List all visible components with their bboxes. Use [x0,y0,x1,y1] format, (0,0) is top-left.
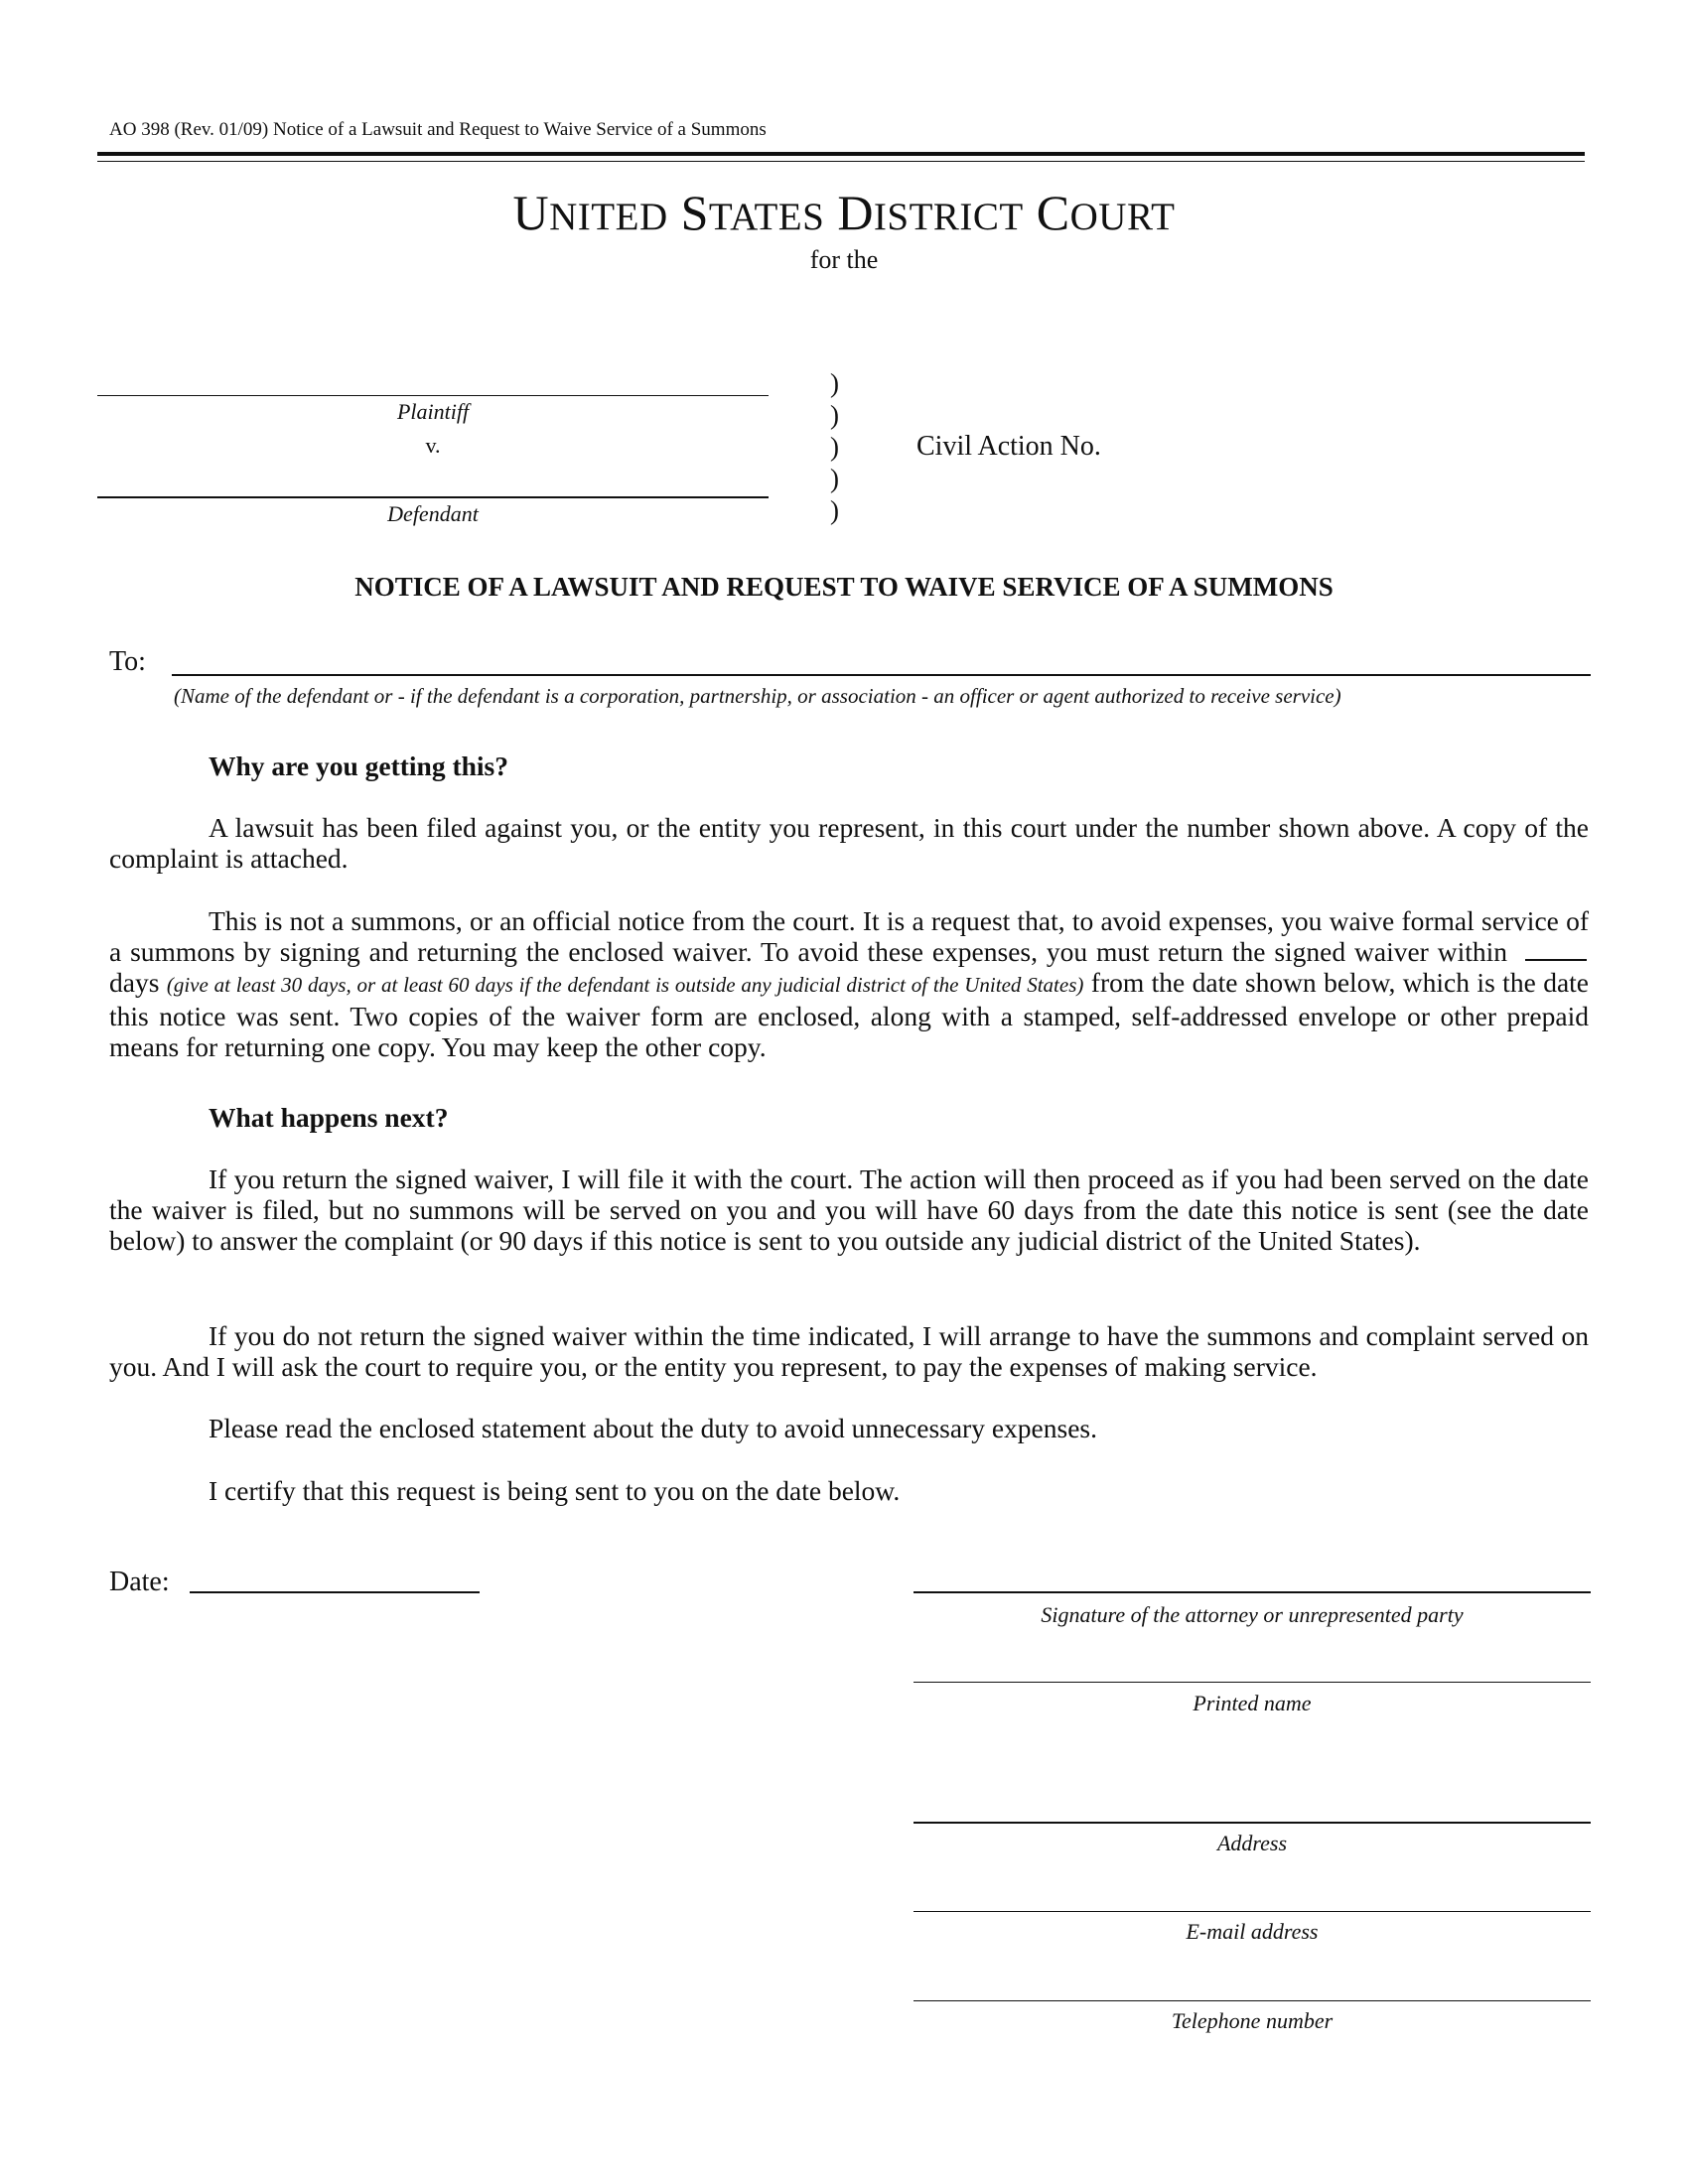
caption-paren: ) [830,400,839,430]
to-field[interactable] [172,674,1591,676]
caption-paren: ) [830,495,839,525]
defendant-label: Defendant [387,501,479,526]
civil-action-label: Civil Action No. [916,431,1101,462]
header-rule-thick [97,152,1585,156]
signature-field[interactable] [914,1591,1591,1593]
to-field-hint: (Name of the defendant or - if the defendant is a corporation, partnership, or association - an officer or agent authorized to receive service) [174,684,1341,708]
date-label: Date: [109,1567,170,1597]
form-identifier: AO 398 (Rev. 01/09) Notice of a Lawsuit and Request to Waive Service of a Summons [109,119,767,140]
paragraph-lawsuit-filed: A lawsuit has been filed against you, or the entity you represent, in this court under the number shown above. A copy of the complaint is attached. [109,812,1589,874]
paragraph-read-statement: Please read the enclosed statement about the duty to avoid unnecessary expenses. [209,1413,1097,1443]
printed-name-field[interactable] [914,1682,1591,1683]
printed-name-label: Printed name [1193,1691,1312,1715]
plaintiff-field[interactable] [97,395,769,396]
versus-label: v. [425,433,441,458]
defendant-field[interactable] [97,496,769,498]
plaintiff-label: Plaintiff [396,399,470,424]
email-label: E-mail address [1186,1919,1319,1944]
heading-why: Why are you getting this? [209,751,509,781]
caption-paren: ) [830,432,839,462]
court-title: UNITED STATES DISTRICT COURT [512,185,1176,240]
signature-label: Signature of the attorney or unrepresented party [1041,1602,1464,1627]
paragraph-certify: I certify that this request is being sent to you on the date below. [209,1475,901,1506]
heading-next: What happens next? [209,1102,449,1133]
days-field[interactable] [1525,937,1587,961]
paragraph-not-summons: This is not a summons, or an official notice from the court. It is a request that, to avoid expenses, you waive formal service of a summons by signing and returning the enclosed waiver. To avoid these expenses, you must return the signed waiver withindays (give at least 30 days, or at least 60 days if the defendant is outside any judicial district of the United States) from the date shown below, which is the date this notice was sent. Two copies of the waiver form are enclosed, along with a stamped, self-addressed envelope or other prepaid means for returning one copy. You may keep the other copy. [109,905,1589,1062]
telephone-field[interactable] [914,2000,1591,2001]
address-label: Address [1216,1831,1288,1855]
caption-paren: ) [830,368,839,398]
email-field[interactable] [914,1911,1591,1912]
address-field[interactable] [914,1822,1591,1824]
paragraph-not-returned: If you do not return the signed waiver within the time indicated, I will arrange to have the summons and complaint served on you. And I will ask the court to require you, or the entity you represent, to pay the expenses of making service. [109,1320,1589,1382]
caption-paren: ) [830,464,839,493]
header-rule-thin [97,161,1585,162]
paragraph-return-waiver: If you return the signed waiver, I will file it with the court. The action will then proceed as if you had been served on the date the waiver is filed, but no summons will be served on you and you will have 60 days from the date this notice is sent (see the date below) to answer the complaint (or 90 days if this notice is sent to you outside any judicial district of the United States). [109,1163,1589,1256]
telephone-label: Telephone number [1171,2008,1334,2033]
date-field[interactable] [190,1591,480,1593]
notice-title: NOTICE OF A LAWSUIT AND REQUEST TO WAIVE SERVICE OF A SUMMONS [354,572,1334,602]
to-label: To: [109,646,146,677]
for-the-text: for the [809,245,879,274]
